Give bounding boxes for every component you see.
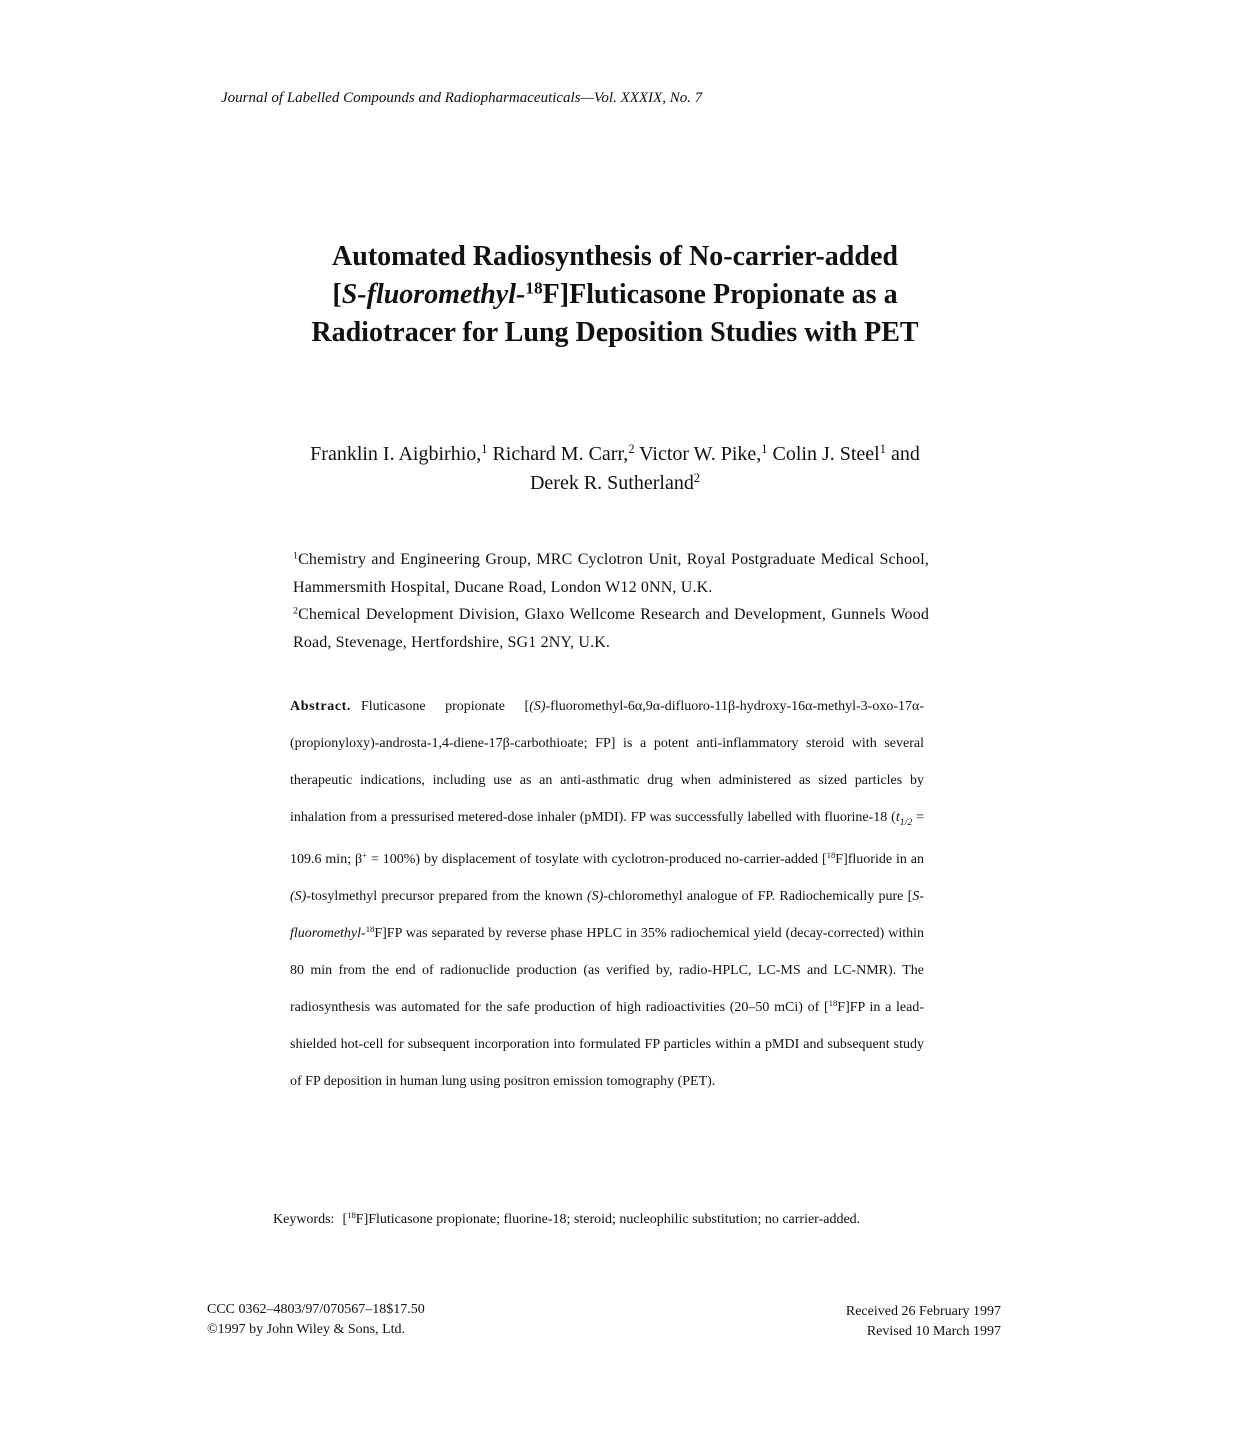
title-bracket: [ <box>332 279 342 310</box>
abstract-text: -tosylmethyl precursor prepared from the known <box>306 888 587 904</box>
abstract-sup: + <box>362 850 368 861</box>
keywords-sup: 18 <box>347 1210 356 1221</box>
abstract-italic: (S) <box>529 699 546 714</box>
author-4-affil: 1 <box>879 442 886 457</box>
abstract-text: -chloromethyl analogue of FP. Radiochemically pure [ <box>603 888 913 904</box>
abstract-italic: (S) <box>290 888 307 904</box>
footer-left <box>207 1300 425 1340</box>
affiliation-2-text: Chemical Development Division, Glaxo Wellcome Research and Development, Gunnels Wood Road, Stevenage, Hertfordshire, SG1 2NY, U.K. <box>293 606 929 651</box>
abstract-text: = 100%) by displacement of tosylate with cyclotron-produced no-carrier-added [ <box>367 851 827 867</box>
title-line-3: Radiotracer for Lung Deposition Studies with PET <box>311 317 919 348</box>
author-1: Franklin I. Aigbirhio, <box>310 443 482 465</box>
affiliation-2-marker: 2 <box>293 605 299 617</box>
affiliation-1-text: Chemistry and Engineering Group, MRC Cyclotron Unit, Royal Postgraduate Medical School, Hammersmith Hospital, Ducane Road, London W12 0NN, U.K. <box>293 551 929 596</box>
keywords <box>273 1212 860 1228</box>
author-4: Colin J. Steel <box>767 443 880 465</box>
title-italic: S-fluoromethyl- <box>341 279 526 310</box>
author-line-2 <box>200 469 1030 498</box>
title-sup: 18 <box>525 278 543 298</box>
author-5-affil: 2 <box>693 471 701 486</box>
abstract-sup: 18 <box>826 850 836 861</box>
keywords-text: [ <box>342 1212 348 1227</box>
abstract-sup: 18 <box>828 998 838 1009</box>
author-list <box>200 440 1030 498</box>
affiliation-1 <box>293 546 929 601</box>
author-3: Victor W. Pike, <box>634 443 762 465</box>
abstract-text: = 109.6 min; β <box>290 810 924 867</box>
abstract-text: Fluticasone propionate [ <box>361 699 530 714</box>
author-1-affil: 1 <box>481 442 488 457</box>
author-line-1 <box>200 440 1030 469</box>
paper-title <box>200 238 1030 352</box>
received-date: Received 26 February 1997 <box>845 1304 1001 1319</box>
copyright: ©1997 by John Wiley & Sons, Ltd. <box>207 1322 406 1337</box>
revised-date: Revised 10 March 1997 <box>866 1324 1001 1339</box>
abstract-text: F]FP in a lead-shielded hot-cell for subsequent incorporation into formulated FP particles within a pMDI and subsequent study of FP deposition in human lung using positron emission tomography (PET). <box>290 999 924 1089</box>
abstract-italic: (S) <box>586 888 604 904</box>
abstract-sup: 18 <box>365 924 375 935</box>
keywords-text: F]Fluticasone propionate; fluorine-18; steroid; nucleophilic substitution; no carrier-added. <box>355 1212 861 1227</box>
title-rest: F]Fluticasone Propionate as a <box>542 279 898 310</box>
affiliations <box>293 546 929 656</box>
author-2-affil: 2 <box>628 442 635 457</box>
affiliation-1-marker: 1 <box>293 550 299 562</box>
abstract-sub: 1/2 <box>899 816 913 828</box>
abstract-text: -fluoromethyl-6α,9α-difluoro-11β-hydroxy-16α-methyl-3-oxo-17α-(propionyloxy)-androsta-1,4-diene-17β-carbothioate; FP] is a potent anti-inflammatory steroid with several therapeutic indications, including use as an anti-asthmatic drug when administered as sized particles by inhalation from a pressurised metered-dose inhaler (pMDI). FP was successfully labelled with fluorine-18 ( <box>290 699 924 825</box>
abstract-text: F]fluoride in an <box>835 851 924 867</box>
author-and: and <box>885 443 920 465</box>
abstract-italic: t <box>895 810 900 825</box>
affiliation-2 <box>293 601 929 656</box>
footer-right <box>780 1302 1001 1342</box>
title-line-2 <box>200 276 1030 314</box>
author-2: Richard M. Carr, <box>487 443 629 465</box>
author-5: Derek R. Sutherland <box>529 472 694 494</box>
journal-header: Journal of Labelled Compounds and Radiopharmaceuticals—Vol. XXXIX, No. 7 <box>221 90 703 106</box>
author-3-affil: 1 <box>761 442 768 457</box>
abstract <box>290 688 924 1100</box>
abstract-label: Abstract. <box>290 699 351 714</box>
ccc-code: CCC 0362–4803/97/070567–18$17.50 <box>207 1302 425 1317</box>
title-line-1: Automated Radiosynthesis of No-carrier-added <box>332 241 898 272</box>
abstract-text: F]FP was separated by reverse phase HPLC in 35% radiochemical yield (decay-corrected) within 80 min from the end of radionuclide production (as verified by, radio-HPLC, LC-MS and LC-NMR). The radiosynthesis was automated for the safe production of high radioactivities (20–50 mCi) of [ <box>290 925 924 1015</box>
abstract-italic: S-fluoromethyl- <box>290 888 924 941</box>
keywords-label: Keywords: <box>273 1212 335 1227</box>
